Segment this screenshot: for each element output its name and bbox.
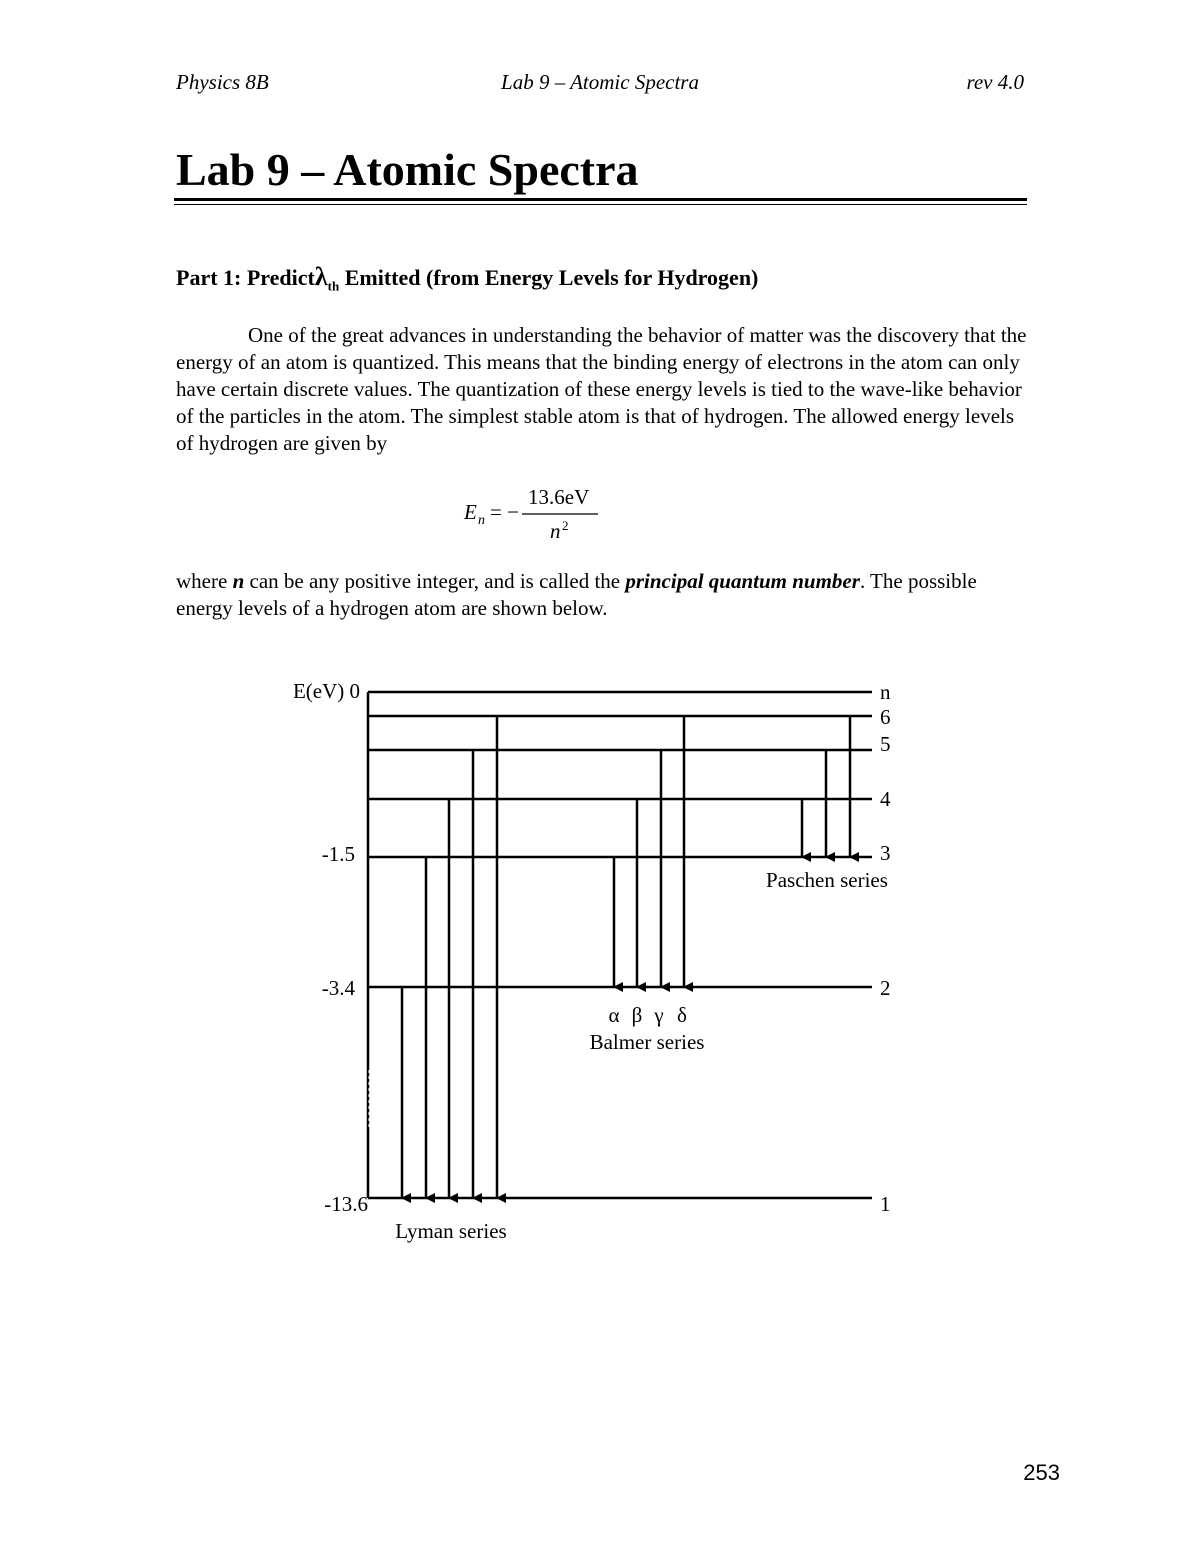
greek-delta: δ bbox=[677, 1003, 687, 1027]
axis-label-zero: E(eV) 0 bbox=[292, 679, 360, 703]
level-label-4: 4 bbox=[880, 787, 891, 811]
level-label-5: 5 bbox=[880, 732, 891, 756]
header-revision: rev 4.0 bbox=[966, 70, 1024, 94]
paschen-series-label: Paschen series bbox=[766, 868, 888, 892]
para2-emphasis: principal quantum number bbox=[625, 569, 860, 593]
section-heading-prefix: Part 1: Predict bbox=[176, 265, 315, 290]
page-title: Lab 9 – Atomic Spectra bbox=[176, 144, 639, 195]
level-label-2: 2 bbox=[880, 976, 891, 1000]
level-label-3: 3 bbox=[880, 841, 891, 865]
lambda-subscript: th bbox=[327, 278, 340, 294]
balmer-series-label: Balmer series bbox=[589, 1030, 705, 1054]
para2-before: where bbox=[176, 569, 233, 593]
para2-after: . The possible energy levels of a hydrogen atom are shown below. bbox=[176, 569, 977, 620]
formula-lhs-sub: n bbox=[478, 513, 485, 528]
para2-middle: can be any positive integer, and is called the bbox=[244, 569, 626, 593]
axis-label-minus-1-5: -1.5 bbox=[321, 842, 355, 866]
header-course: Physics 8B bbox=[176, 70, 269, 94]
axis-label-minus-13-6: -13.6 bbox=[324, 1192, 368, 1216]
formula-lhs: E bbox=[464, 500, 477, 524]
section-heading-suffix: Emitted (from Energy Levels for Hydrogen) bbox=[339, 265, 759, 290]
page-number: 253 bbox=[1023, 1460, 1060, 1485]
axis-label-minus-3-4: -3.4 bbox=[321, 976, 355, 1000]
level-label-1: 1 bbox=[880, 1192, 891, 1216]
header-lab-title: Lab 9 – Atomic Spectra bbox=[501, 70, 699, 94]
lambda-symbol: λ bbox=[314, 262, 328, 291]
greek-beta: β bbox=[631, 1003, 643, 1027]
para2-n: n bbox=[232, 569, 245, 593]
intro-paragraph-text: One of the great advances in understanding the behavior of matter was the discovery that the energy of an atom is quantized. This means that the binding energy of electrons in the atom can only have certain discrete values. The quantization of these energy levels is tied to the wave-like behavior of the particles in the atom. The simplest stable atom is that of hydrogen. The allowed energy levels of hydrogen are given by bbox=[176, 323, 1027, 455]
level-label-n: n bbox=[880, 680, 891, 704]
greek-gamma: γ bbox=[654, 1003, 664, 1027]
lyman-series-label: Lyman series bbox=[395, 1219, 507, 1243]
greek-alpha: α bbox=[608, 1003, 620, 1027]
formula-denominator: n bbox=[550, 519, 561, 543]
formula-exponent: 2 bbox=[562, 518, 569, 533]
formula-numerator: 13.6eV bbox=[528, 485, 590, 509]
level-label-6: 6 bbox=[880, 705, 891, 729]
formula-equals: = − bbox=[490, 500, 519, 524]
